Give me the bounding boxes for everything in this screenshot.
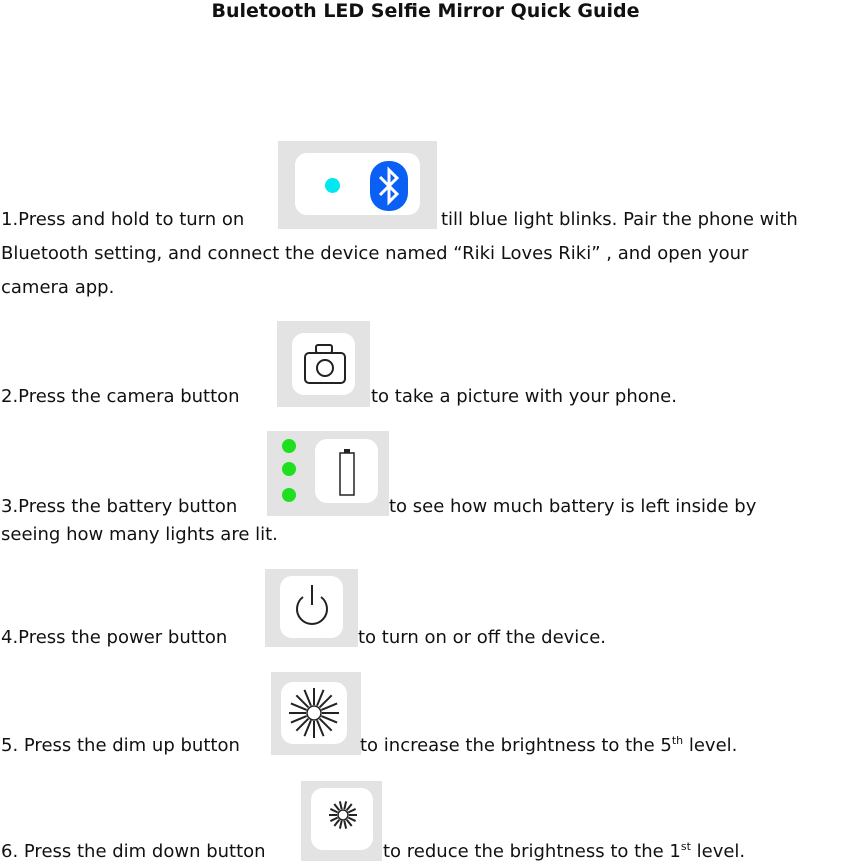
step3-text: 3.Press the battery button — [1, 496, 238, 517]
step4-text-cont: to turn on or off the device. — [358, 627, 606, 648]
step1-text: 1.Press and hold to turn on — [1, 209, 245, 230]
step2-text: 2.Press the camera button — [1, 386, 240, 407]
battery-led-icon — [282, 462, 296, 476]
battery-button-icon — [267, 431, 389, 516]
brightness-down-icon — [326, 798, 360, 832]
bluetooth-button-icon — [278, 141, 437, 229]
brightness-up-icon — [287, 686, 341, 740]
battery-led-icon — [282, 439, 296, 453]
document-title: Buletooth LED Selfie Mirror Quick Guide — [211, 0, 640, 22]
bluetooth-icon — [370, 161, 408, 211]
power-button-icon — [265, 569, 358, 647]
step1-line3: camera app. — [1, 277, 115, 298]
step6-text-cont: to reduce the brightness to the 1st level. — [383, 840, 746, 862]
camera-button-icon — [277, 321, 370, 407]
power-icon — [291, 583, 333, 629]
dim-up-button-icon — [271, 672, 361, 755]
battery-icon — [337, 448, 357, 498]
step5-text-cont: to increase the brightness to the 5th level. — [360, 734, 738, 756]
step1-text-cont: till blue light blinks. Pair the phone with — [441, 209, 798, 230]
dim-down-button-icon — [301, 781, 382, 861]
step4-text: 4.Press the power button — [1, 627, 228, 648]
camera-icon — [301, 341, 347, 387]
step6-text: 6. Press the dim down button — [1, 841, 266, 862]
indicator-light-icon — [325, 178, 340, 193]
step1-line2: Bluetooth setting, and connect the device named “Riki Loves Riki” , and open your — [1, 243, 749, 264]
battery-led-icon — [282, 488, 296, 502]
step3-text-cont: to see how much battery is left inside by — [389, 496, 757, 517]
step2-text-cont: to take a picture with your phone. — [371, 386, 677, 407]
step5-text: 5. Press the dim up button — [1, 735, 240, 756]
step3-line2: seeing how many lights are lit. — [1, 524, 278, 545]
